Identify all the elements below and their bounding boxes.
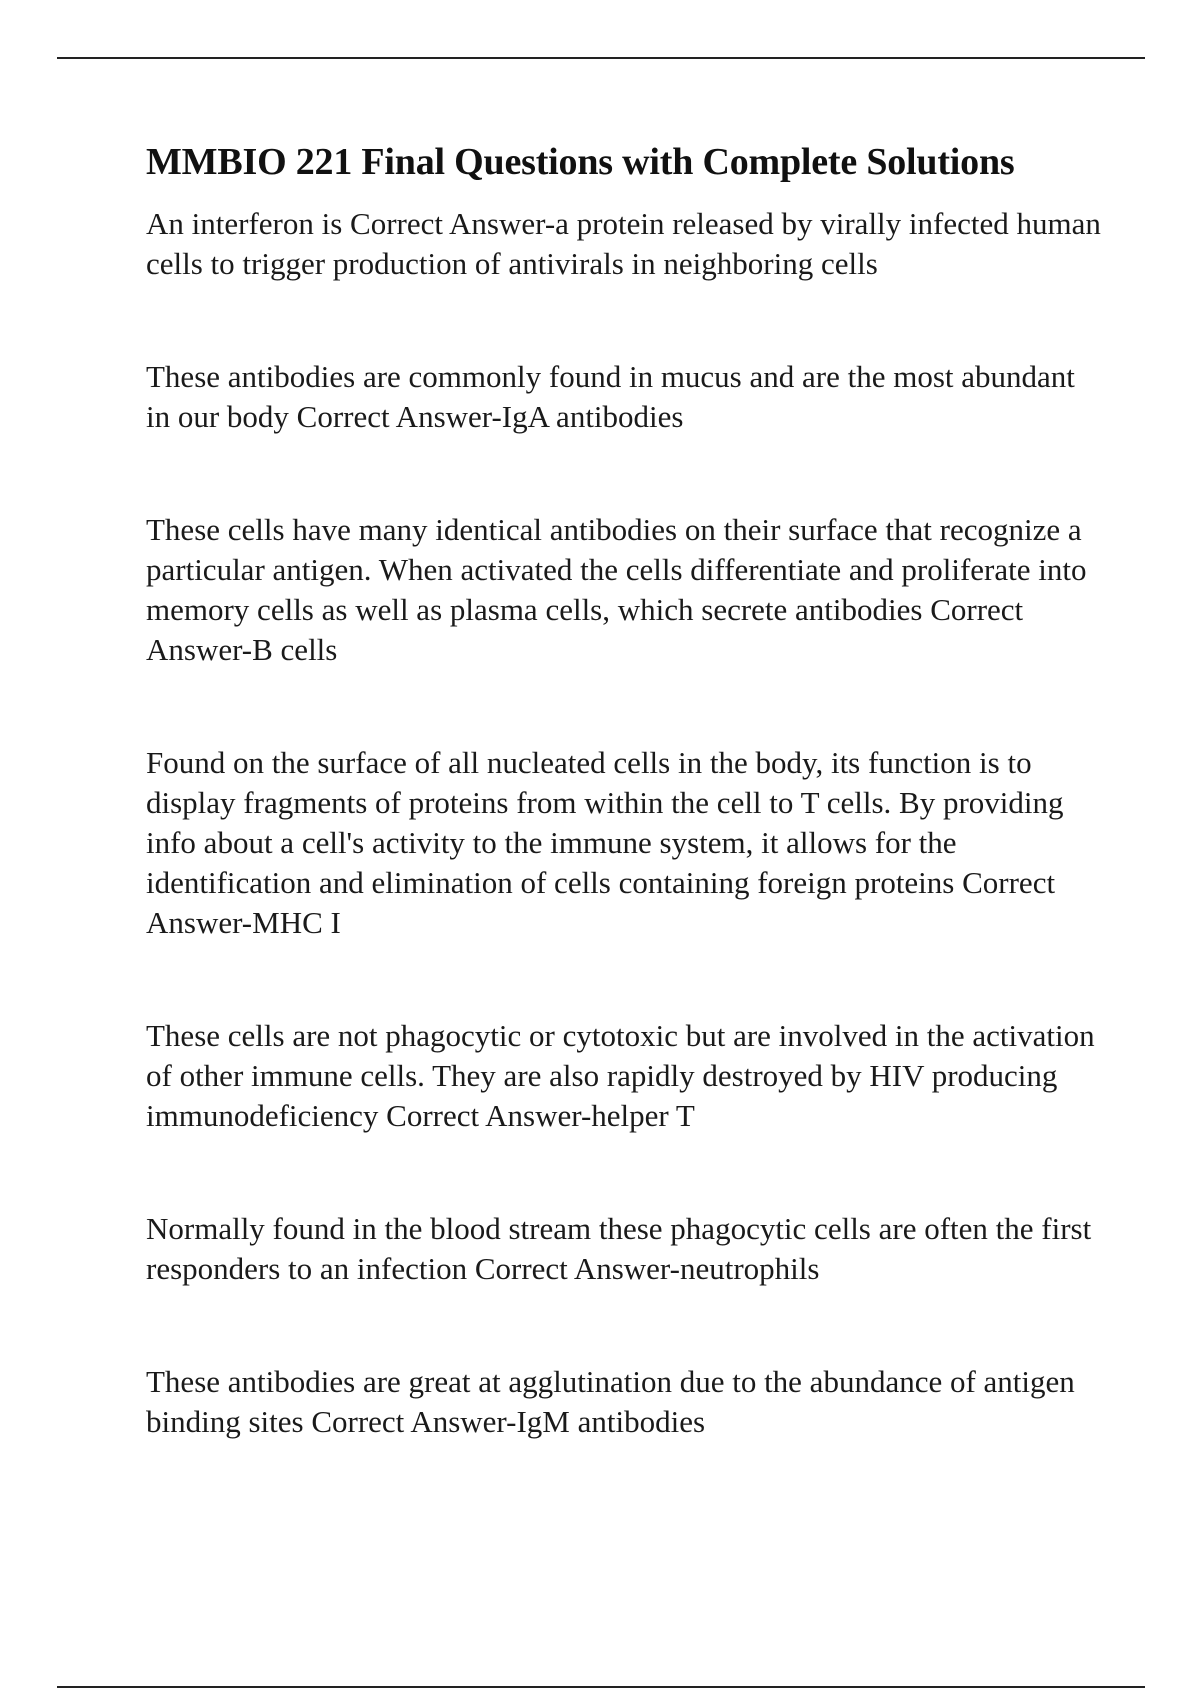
qa-item-5: These cells are not phagocytic or cytotoxic but are involved in the activation of other immune cells. They are also rapidly destroyed by HIV producing immunodeficiency Correct Answer-helper T: [146, 1017, 1095, 1133]
document-title: MMBIO 221 Final Questions with Complete Solutions: [146, 141, 1015, 183]
top-rule: [57, 57, 1145, 59]
document-body: [146, 140, 1106, 1442]
qa-item-7: These antibodies are great at agglutination due to the abundance of antigen binding sites Correct Answer-IgM antibodies: [146, 1363, 1075, 1439]
qa-item-1: An interferon is Correct Answer-a protein released by virally infected human cells to trigger production of antivirals in neighboring cells: [146, 205, 1101, 281]
qa-item-3: These cells have many identical antibodies on their surface that recognize a particular antigen. When activated the cells differentiate and proliferate into memory cells as well as plasma cells, which secrete antibodies Correct Answer-B cells: [146, 511, 1087, 667]
qa-item-4: Found on the surface of all nucleated cells in the body, its function is to display fragments of proteins from within the cell to T cells. By providing info about a cell's activity to the immune system, it allows for the identification and elimination of cells containing foreign proteins Correct Answer-MHC I: [146, 744, 1064, 940]
qa-item-2: These antibodies are commonly found in mucus and are the most abundant in our body Correct Answer-IgA antibodies: [146, 358, 1075, 434]
qa-item-6: Normally found in the blood stream these phagocytic cells are often the first responders to an infection Correct Answer-neutrophils: [146, 1210, 1092, 1286]
bottom-rule: [57, 1686, 1145, 1688]
